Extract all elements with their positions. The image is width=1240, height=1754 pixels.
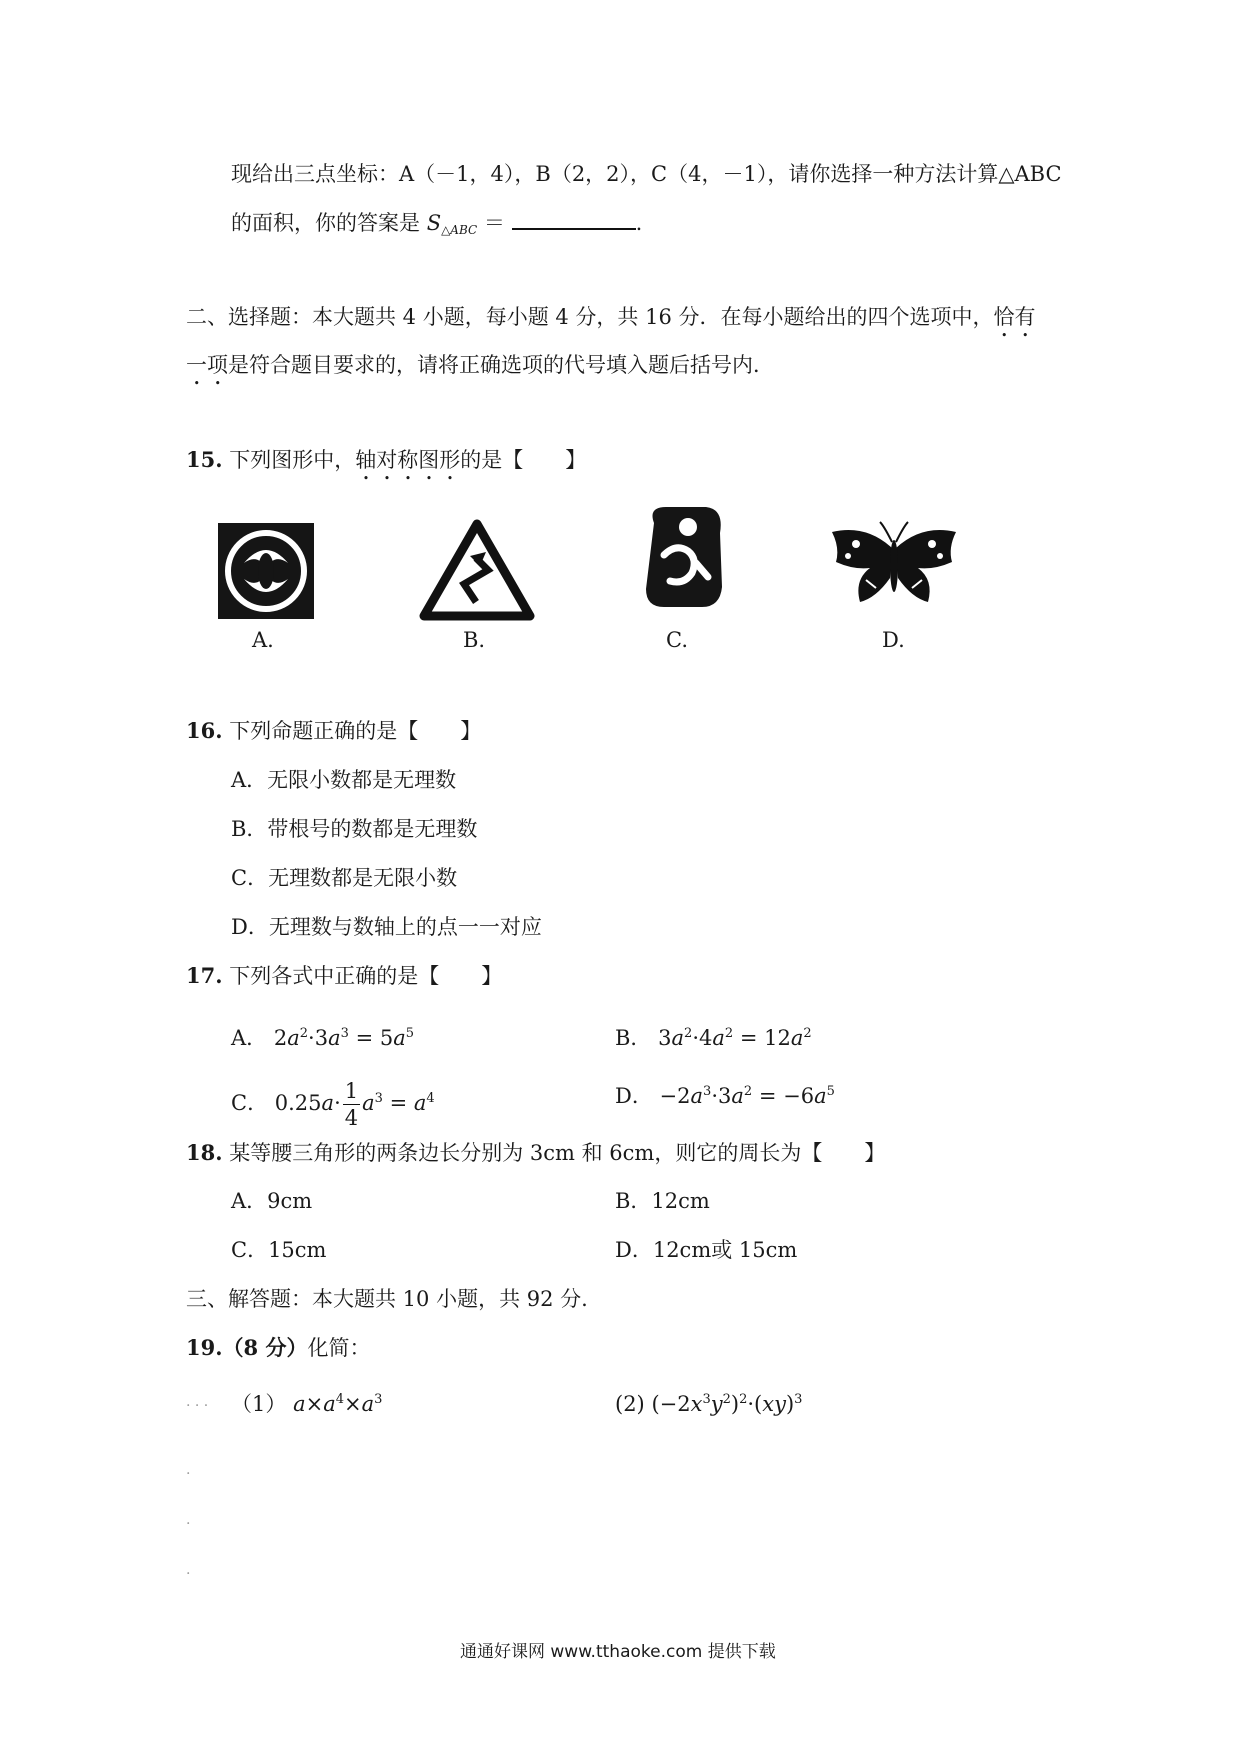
q15-caption-c: C. [666,628,688,652]
intro-line-1: 现给出三点坐标：A（－1，4），B（2，2），C（4，－1），请你选择一种方法计算△ABC [231,162,1062,186]
option-b-warning-sign-icon [418,518,536,622]
area-equals: ＝ [483,211,505,235]
section2-emphasis-1: 恰有 [993,305,1036,329]
q18-option-d: D．12cm或 15cm [615,1238,798,1262]
q18-stem [186,1139,885,1167]
option-c-pictogram-icon [642,503,726,611]
q18-option-c: C．15cm [231,1238,327,1262]
q17-option-c [231,1078,435,1131]
margin-dot-2: . [186,1512,191,1528]
q17-option-a-formula: $2a^2\cdot 3a^3 = 5a^5$ [273,1026,415,1050]
q15-emphasis: 轴对称图形 [355,448,461,472]
q17-option-c-formula: 0.25a· $\frac{1}{4}$ $a^3 = a^4$ [274,1079,435,1130]
q19-part-2-formula: $(-2x^3y^2)^2\cdot(xy)^3$ [651,1392,803,1416]
q18-number: 18. [186,1140,223,1165]
q15-text-a: 下列图形中， [229,448,356,472]
intro-line-2-end: . [635,211,643,235]
q19-stem [186,1334,370,1362]
margin-dot-1: . [186,1462,191,1478]
q15-caption-a: A. [252,628,274,652]
q17-option-d-label: D． [615,1084,653,1108]
margin-dot-3: . [186,1562,191,1578]
q16-text: 下列命题正确的是【 】 [229,719,482,743]
section2-text-b: 是符合题目要求的，请将正确选项的代号填入题后括号内． [228,353,774,377]
q17-option-a-label: A． [231,1026,268,1050]
option-d-butterfly-icon [826,518,962,614]
q19-part-2 [615,1386,802,1418]
footer-credit: 通通好课网 www.tthaoke.com 提供下载 [460,1642,776,1662]
q19-number: 19. [186,1335,223,1360]
q16-option-c: C．无理数都是无限小数 [231,866,458,890]
q17-option-b-label: B． [615,1026,652,1050]
q18-text: 某等腰三角形的两条边长分别为 3cm 和 6cm，则它的周长为【 】 [229,1141,886,1165]
intro-line-2-prefix: 的面积，你的答案是 [231,211,420,235]
q19-part-1-formula: $a\times a^4\times a^3$ [293,1392,383,1416]
q17-option-d [615,1078,835,1110]
q16-number: 16. [186,718,223,743]
section3-heading: 三、解答题：本大题共 10 小题，共 92 分. [186,1287,588,1311]
q16-stem [186,717,481,745]
intro-line-2 [231,209,642,244]
q15-caption-b: B. [463,628,486,652]
q17-option-b-formula: $3a^2\cdot 4a^2 = 12a^2$ [658,1026,812,1050]
q17-option-c-label: C． [231,1091,269,1115]
q18-option-b: B．12cm [615,1189,710,1213]
q15-number: 15. [186,447,223,472]
q15-text-b: 的是【 】 [460,448,587,472]
option-a-logo-icon [218,523,314,619]
q19-text: 化简： [307,1336,371,1360]
q16-option-a: A．无限小数都是无理数 [231,768,457,792]
area-subscript: △ABC [441,223,478,237]
section2-line-2 [186,351,774,390]
q17-text: 下列各式中正确的是【 】 [229,964,503,988]
q16-option-d: D．无理数与数轴上的点一一对应 [231,915,542,939]
q19-score: （8 分） [222,1335,308,1360]
q17-stem [186,962,502,990]
q17-option-b [615,1020,812,1052]
q19-part-2-label: (2) [615,1392,645,1416]
q15-stem [186,446,586,485]
q17-number: 17. [186,963,223,988]
q19-part-1 [231,1386,382,1418]
area-symbol: S [426,211,442,235]
q18-option-a: A．9cm [231,1189,313,1213]
answer-blank[interactable] [512,210,636,230]
q17-option-a [231,1020,414,1052]
margin-dots: . . . [186,1394,209,1410]
section2-line-1 [186,303,1036,342]
q17-option-d-formula: $-2a^3\cdot 3a^2 = -6a^5$ [659,1084,835,1108]
q16-option-b: B．带根号的数都是无理数 [231,817,478,841]
q19-part-1-label: （1） [231,1392,287,1416]
section2-text-a: 二、选择题：本大题共 4 小题，每小题 4 分，共 16 分．在每小题给出的四个选项中， [186,305,994,329]
section2-emphasis-2: 一项 [186,353,228,377]
q15-caption-d: D. [882,628,905,652]
